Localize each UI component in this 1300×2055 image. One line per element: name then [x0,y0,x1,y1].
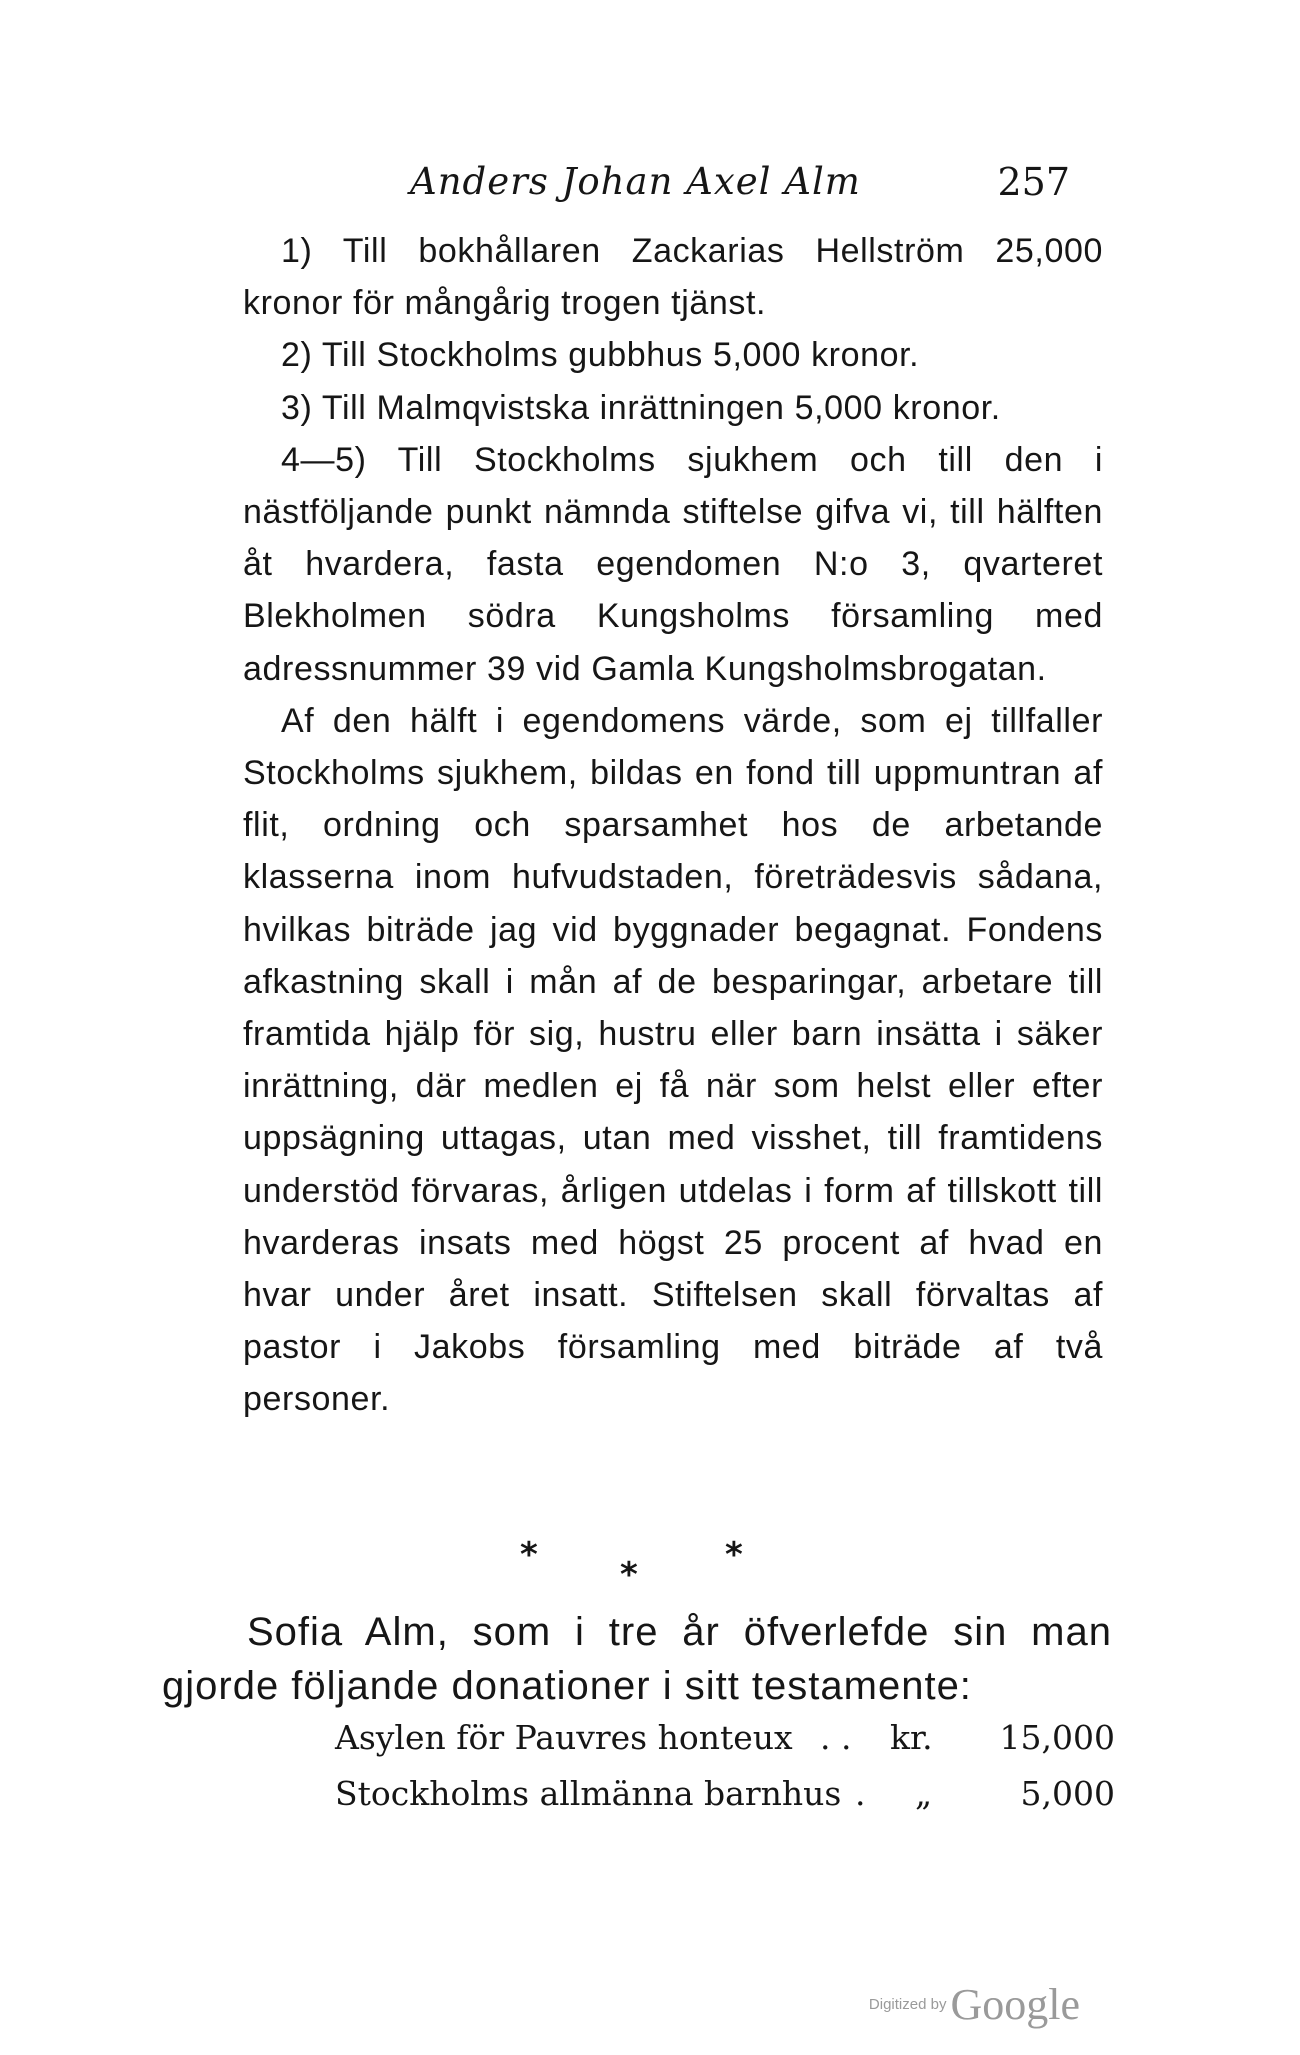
paragraph-bequest-2: 2) Till Stockholms gubbhus 5,000 kronor. [281,336,920,375]
donation-amount: 5,000 [1020,1774,1115,1813]
paragraph-bequest-3: 3) Till Malmqvistska inrättningen 5,000 kronor. [281,388,1001,427]
running-title: Anders Johan Axel Alm [410,160,861,203]
list-item [335,1774,1115,1830]
asterisk: * [520,1535,538,1575]
paragraph-fund: Af den hälft i egendomens värde, som ej tillfaller Stockholms sjukhem, bildas en fond till uppmuntran af flit, ordning och sparsamhet hos de arbetande klasserna inom hufvudstaden, företrädesvis sådana, hvilkas biträde jag vid byggnader begagnat. Fondens afkastning skall i mån af de besparingar, arbetare till framtida hjälp för sig, hustru eller barn insätta i säker inrättning, där medlen ej få när som helst eller efter uppsägning uttagas, utan med visshet, till framtidens understöd förvaras, årligen utdelas i form af tillskott till hvarderas insats med högst 25 procent af hvad en hvar under året insatt. Stiftelsen skall förvaltas af pastor i Jakobs församling med biträde af två personer. [243,701,1103,1419]
donation-unit: kr. [890,1718,933,1757]
donation-name: Asylen för Pauvres honteux [335,1718,793,1757]
watermark-brand: Google [950,1980,1080,2029]
donation-amount: 15,000 [999,1718,1115,1757]
donation-name: Stockholms allmänna barnhus [335,1774,842,1813]
digitized-watermark [869,1979,1080,2030]
list-item [335,1718,1115,1774]
watermark-prefix: Digitized by [868,1996,947,2013]
donation-dots: . . [820,1718,852,1757]
section-separator [500,1535,770,1605]
paragraph-bequest-4-5: 4—5) Till Stockholms sjukhem och till den i nästföljande punkt nämnda stiftelse gifva vi, till hälften åt hvardera, fasta egendomen N:o 3, qvarteret Blekholmen södra Kungsholms församling med adressnummer 39 vid Gamla Kungsholmsbrogatan. [243,440,1103,688]
paragraph-bequest-1: 1) Till bokhållaren Zackarias Hellström 25,000 kronor för mångårig trogen tjänst. [243,232,1103,323]
sofia-intro: Sofia Alm, som i tre år öfverlefde sin man gjorde följande donationer i sitt testamente: [162,1610,1112,1708]
donation-unit: „ [915,1774,933,1813]
donation-list [335,1718,1115,1830]
donation-dots: . [855,1774,866,1813]
page-header [410,160,1070,210]
asterisk: * [725,1535,743,1575]
asterisk: * [620,1555,638,1595]
will-text [243,225,1103,1426]
page-number: 257 [997,160,1070,204]
